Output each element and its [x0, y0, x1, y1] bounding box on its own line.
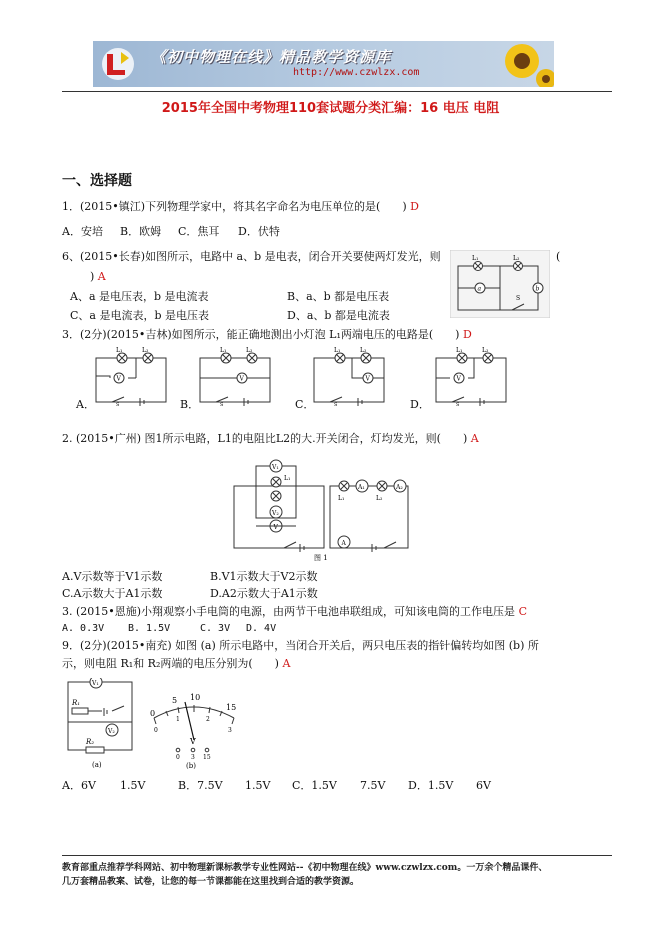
- footer-line2: 几万套精品教案、试卷，让您的每一节课都能在这里找到合适的教学资源。: [62, 877, 360, 887]
- q2-option-b: B、a、b 都是电压表: [287, 290, 390, 303]
- q2-lamp-l2: [514, 262, 523, 271]
- header-rule: [62, 91, 612, 92]
- q6-scale-top-15: 15: [226, 703, 237, 712]
- svg-text:V: V: [456, 375, 461, 383]
- q1-option-c: C．焦耳: [178, 225, 220, 238]
- q2-fig-label-l1: L₁: [472, 255, 479, 262]
- q3-circuit-d: [436, 347, 506, 406]
- q4-lamp-l2: [271, 491, 281, 501]
- q4-fig-label-r2: L₂: [376, 495, 383, 502]
- svg-text:L₂: L₂: [360, 347, 367, 354]
- banner-title: 《初中物理在线》精品教学资源库: [151, 48, 392, 66]
- q6-unit-label: V: [190, 737, 196, 746]
- q3-circuit-a: [96, 347, 166, 406]
- svg-text:V: V: [239, 375, 244, 383]
- q6-fig-b-caption: (b): [186, 762, 196, 770]
- svg-text:L₁: L₁: [220, 347, 227, 354]
- q6-terminal-15: 15: [203, 754, 211, 761]
- q2-fig-label-l2: L₂: [513, 255, 520, 262]
- q3-option-d: D．: [410, 398, 430, 411]
- sunflower-icon: [484, 41, 554, 87]
- q1-option-d: D．伏特: [238, 225, 280, 238]
- q2-answer: A: [97, 270, 106, 283]
- q6-resistor-r2: [86, 747, 104, 753]
- q6-option-d-2: 6V: [476, 779, 491, 792]
- q5-option-a: A. 0.3V: [62, 623, 105, 634]
- q4-fig-label-r1: L₁: [338, 495, 345, 502]
- q4-fig-label-l1: L₁: [284, 475, 291, 482]
- q4-lamp-r1: [339, 481, 349, 491]
- q2-circuit-figure: [450, 250, 550, 318]
- q3-circuit-c: [314, 347, 384, 406]
- header-banner: [93, 41, 554, 87]
- q1-option-b: B．欧姆: [120, 225, 162, 238]
- q6-option-c: C．1.5V: [292, 779, 337, 792]
- q6-answer: A: [282, 657, 291, 670]
- q6-terminal-0: 0: [176, 754, 180, 761]
- svg-text:L₂: L₂: [142, 347, 149, 354]
- q6-scale-bottom-1: 1: [176, 716, 180, 723]
- footer-rule: [62, 855, 612, 856]
- q3-option-b: B．: [180, 398, 200, 411]
- q6-figure-b: [148, 688, 243, 770]
- q6-terminal-3: 3: [191, 754, 195, 761]
- q5-option-d: D. 4V: [246, 623, 277, 634]
- q5-stem-text: 3. (2015•恩施)小翔观察小手电筒的电源，由两节干电池串联组成，可知该电筒的工作电压是: [62, 605, 516, 618]
- q6-option-b-2: 1.5V: [245, 779, 271, 792]
- svg-text:L₂: L₂: [246, 347, 253, 354]
- q6-scale-bottom-3: 3: [228, 727, 232, 734]
- q2-option-d: D、a、b 都是电流表: [287, 309, 390, 322]
- q2-fig-label-b: b: [535, 285, 540, 293]
- q4-lamp-r2: [377, 481, 387, 491]
- svg-text:V: V: [116, 375, 121, 383]
- q6-fig-label-v1: V₁: [92, 680, 99, 687]
- q4-option-d: D.A2示数大于A1示数: [210, 587, 318, 600]
- q3-stem: [62, 328, 472, 342]
- q5-option-c: C. 3V: [200, 623, 231, 634]
- q6-figure-a: [62, 678, 162, 770]
- q2-fig-label-s: S: [516, 295, 521, 302]
- q4-fig-label-a2: A₂: [396, 484, 403, 491]
- q1-answer: D: [410, 200, 419, 213]
- svg-text:L₁: L₁: [116, 347, 123, 354]
- q3-option-a: A．: [76, 398, 95, 411]
- q2-option-c: C、a 是电流表，b 是电压表: [70, 309, 210, 322]
- svg-text:S: S: [334, 402, 338, 406]
- svg-text:S: S: [456, 402, 460, 406]
- q1-stem-text: 1．(2015•镇江)下列物理学家中，将其名字命名为电压单位的是( ): [62, 200, 407, 213]
- q1-stem: [62, 200, 419, 214]
- q5-option-b: B. 1.5V: [128, 623, 171, 634]
- q4-fig-label-v2: V₂: [272, 510, 279, 517]
- q3-circuits: [90, 346, 620, 406]
- q2-lamp-l1: [474, 262, 483, 271]
- q6-fig-label-v2: V₂: [108, 728, 115, 735]
- q3-option-c: C．: [295, 398, 315, 411]
- q6-scale-bottom-0: 0: [154, 727, 158, 734]
- q6-stem-line2-text: 示，则电阻 R₁和 R₂两端的电压分别为( ): [62, 657, 279, 670]
- q2-stem-text: 6、(2015•长春)如图所示，电路中 a、b 是电表，闭合开关要使两灯发光，则: [62, 250, 441, 263]
- q4-stem: [62, 432, 479, 446]
- q5-answer: C: [518, 605, 527, 618]
- footer-line1: 教育部重点推荐学科网站、初中物理新课标教学专业性网站--《初中物理在线》www.czwlzx.com。一万余个精品课件、: [62, 863, 548, 873]
- banner-url[interactable]: http://www.czwlzx.com: [293, 67, 420, 78]
- q2-paren: (: [556, 250, 561, 263]
- q6-option-a: A．6V: [62, 779, 96, 792]
- site-logo-icon: [99, 46, 137, 82]
- section-heading: 一、选择题: [62, 173, 132, 189]
- q6-option-b: B．7.5V: [178, 779, 223, 792]
- q6-meter-needle: [185, 702, 194, 740]
- svg-text:V: V: [365, 375, 370, 383]
- q1-option-a: A．安培: [62, 225, 103, 238]
- q5-stem: [62, 605, 527, 619]
- svg-text:L₁: L₁: [334, 347, 341, 354]
- q6-fig-a-caption: (a): [92, 761, 102, 769]
- q6-scale-top-zero: 0: [150, 709, 156, 718]
- q4-figure-caption: 图 1: [314, 554, 328, 562]
- q4-option-c: C.A示数大于A1示数: [62, 587, 163, 600]
- q2-close: [90, 270, 106, 284]
- q4-circuit-figure: [232, 452, 412, 562]
- q6-option-c-2: 7.5V: [360, 779, 386, 792]
- q4-fig-label-a1: A₁: [358, 484, 365, 491]
- q2-close-paren: ): [90, 270, 95, 283]
- q4-option-a: A.V示数等于V1示数: [62, 570, 163, 583]
- q6-fig-label-r1: R₁: [72, 699, 81, 707]
- q4-fig-label-v1: V₁: [272, 464, 279, 471]
- q2-fig-label-a: a: [477, 285, 482, 293]
- q3-stem-text: 3．(2分)(2015•吉林)如图所示，能正确地测出小灯泡 L₁两端电压的电路是( ): [62, 328, 460, 341]
- q6-stem-line1: 9．(2分)(2015•南充) 如图 (a) 所示电路中，当闭合开关后，两只电压表的指针偏转均如图 (b) 所: [62, 639, 539, 652]
- q6-option-a-2: 1.5V: [120, 779, 146, 792]
- q4-option-b: B.V1示数大于V2示数: [210, 570, 318, 583]
- doc-title: 2015年全国中考物理110套试题分类汇编：16 电压 电阻: [161, 101, 500, 116]
- q3-answer: D: [462, 328, 472, 341]
- q4-answer: A: [470, 432, 479, 445]
- q6-scale-bottom-2: 2: [206, 716, 210, 723]
- svg-text:L₁: L₁: [456, 347, 463, 354]
- q6-resistor-r1: [72, 708, 88, 714]
- svg-text:L₂: L₂: [482, 347, 489, 354]
- q4-stem-text: 2. (2015•广州) 图1所示电路，L1的电阻比L2的大.开关闭合，灯均发光，则( ): [62, 432, 468, 445]
- svg-text:S: S: [116, 402, 120, 406]
- q6-fig-label-r2: R₂: [86, 738, 95, 746]
- q4-fig-label-v: V: [273, 524, 278, 531]
- q6-stem-line2: [62, 657, 290, 671]
- q4-fig-label-a: A: [341, 540, 346, 547]
- q2-option-a: A、a 是电压表，b 是电流表: [70, 290, 209, 303]
- svg-text:S: S: [220, 402, 224, 406]
- q6-option-d: D．1.5V: [408, 779, 454, 792]
- q6-scale-top-10: 10: [190, 693, 201, 702]
- q3-circuit-b: [200, 347, 270, 406]
- q6-scale-top-5: 5: [172, 696, 178, 705]
- q4-lamp-l1: [271, 477, 281, 487]
